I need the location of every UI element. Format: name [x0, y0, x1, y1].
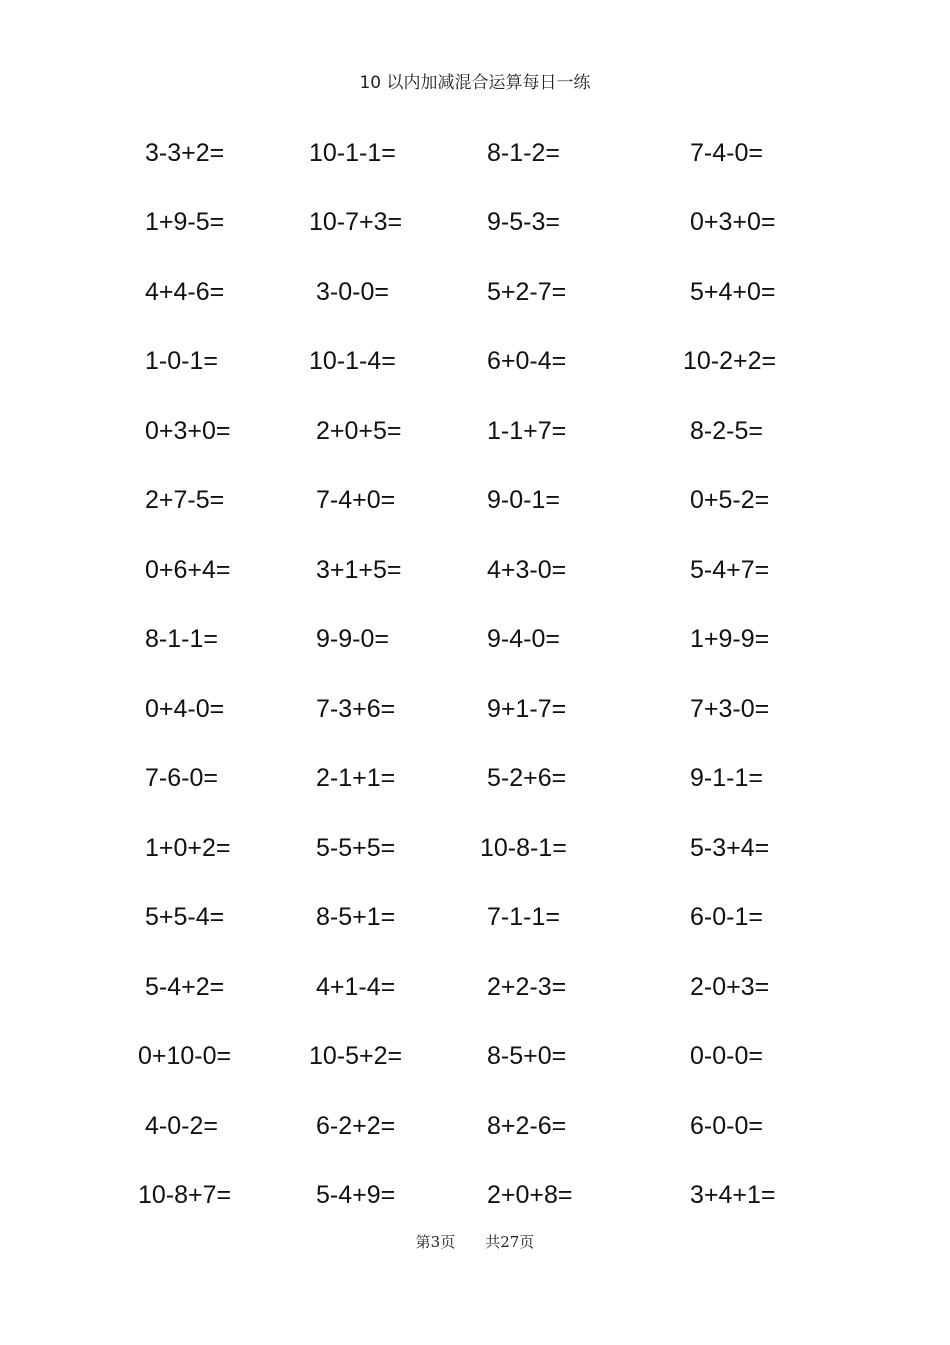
problem-cell: 5-5+5=	[316, 834, 396, 862]
problem-cell: 9+1-7=	[487, 695, 567, 723]
problem-cell: 9-0-1=	[487, 486, 560, 514]
problem-cell: 6-0-1=	[690, 903, 763, 931]
problem-cell: 8-1-2=	[487, 139, 560, 167]
problem-cell: 0+6+4=	[145, 556, 231, 584]
problem-cell: 8+2-6=	[487, 1112, 567, 1140]
problem-cell: 7-1-1=	[487, 903, 560, 931]
problem-row	[0, 1036, 950, 1076]
problem-row	[0, 550, 950, 590]
problem-cell: 10-7+3=	[309, 208, 403, 236]
problem-cell: 4-0-2=	[145, 1112, 218, 1140]
problem-cell: 10-8+7=	[138, 1181, 232, 1209]
problem-cell: 2+7-5=	[145, 486, 225, 514]
problem-cell: 2+2-3=	[487, 973, 567, 1001]
problem-row	[0, 341, 950, 381]
problem-cell: 0+5-2=	[690, 486, 770, 514]
problem-row	[0, 967, 950, 1007]
problem-row	[0, 1175, 950, 1215]
problem-row	[0, 411, 950, 451]
problem-cell: 1+0+2=	[145, 834, 231, 862]
problem-cell: 0-0-0=	[690, 1042, 763, 1070]
problem-cell: 3+4+1=	[690, 1181, 776, 1209]
problem-cell: 1+9-9=	[690, 625, 770, 653]
page-total: 共27页	[485, 1233, 535, 1251]
problem-cell: 9-1-1=	[690, 764, 763, 792]
problem-cell: 7-4+0=	[316, 486, 396, 514]
problem-cell: 0+10-0=	[138, 1042, 232, 1070]
problem-cell: 5-4+7=	[690, 556, 770, 584]
problem-cell: 7+3-0=	[690, 695, 770, 723]
problem-cell: 6-0-0=	[690, 1112, 763, 1140]
problem-cell: 2+0+5=	[316, 417, 402, 445]
problem-cell: 1-0-1=	[145, 347, 218, 375]
problem-cell: 5+4+0=	[690, 278, 776, 306]
problem-cell: 10-1-1=	[309, 139, 396, 167]
problem-row	[0, 202, 950, 242]
problem-cell: 8-5+1=	[316, 903, 396, 931]
problem-cell: 2+0+8=	[487, 1181, 573, 1209]
problem-cell: 5+5-4=	[145, 903, 225, 931]
problem-cell: 1+9-5=	[145, 208, 225, 236]
page-footer	[0, 1231, 950, 1252]
problem-cell: 0+3+0=	[145, 417, 231, 445]
problem-cell: 9-5-3=	[487, 208, 560, 236]
page-title: 10 以内加减混合运算每日一练	[359, 73, 591, 93]
problem-cell: 3+1+5=	[316, 556, 402, 584]
problem-cell: 10-5+2=	[309, 1042, 403, 1070]
problem-row	[0, 480, 950, 520]
problem-cell: 3-3+2=	[145, 139, 225, 167]
problem-cell: 2-0+3=	[690, 973, 770, 1001]
problem-cell: 5-2+6=	[487, 764, 567, 792]
problem-cell: 10-1-4=	[309, 347, 396, 375]
problem-cell: 2-1+1=	[316, 764, 396, 792]
problem-cell: 10-2+2=	[683, 347, 777, 375]
problem-row	[0, 758, 950, 798]
problem-cell: 1-1+7=	[487, 417, 567, 445]
problem-cell: 3-0-0=	[316, 278, 389, 306]
problem-row	[0, 689, 950, 729]
problem-cell: 6+0-4=	[487, 347, 567, 375]
problem-cell: 7-6-0=	[145, 764, 218, 792]
problem-cell: 10-8-1=	[480, 834, 567, 862]
problem-cell: 4+3-0=	[487, 556, 567, 584]
problem-row	[0, 828, 950, 868]
problem-cell: 5-4+2=	[145, 973, 225, 1001]
problem-cell: 4+4-6=	[145, 278, 225, 306]
problem-cell: 5+2-7=	[487, 278, 567, 306]
problem-row	[0, 1106, 950, 1146]
problem-cell: 6-2+2=	[316, 1112, 396, 1140]
problem-cell: 0+3+0=	[690, 208, 776, 236]
problem-cell: 7-4-0=	[690, 139, 763, 167]
problem-row	[0, 619, 950, 659]
problem-cell: 8-1-1=	[145, 625, 218, 653]
page-number: 第3页	[415, 1233, 456, 1251]
problem-cell: 8-2-5=	[690, 417, 763, 445]
problem-cell: 0+4-0=	[145, 695, 225, 723]
problem-row	[0, 272, 950, 312]
problem-cell: 5-3+4=	[690, 834, 770, 862]
problem-row	[0, 133, 950, 173]
problem-cell: 9-9-0=	[316, 625, 389, 653]
problem-cell: 4+1-4=	[316, 973, 396, 1001]
problem-cell: 7-3+6=	[316, 695, 396, 723]
problem-cell: 5-4+9=	[316, 1181, 396, 1209]
problem-row	[0, 897, 950, 937]
problem-cell: 9-4-0=	[487, 625, 560, 653]
problem-cell: 8-5+0=	[487, 1042, 567, 1070]
